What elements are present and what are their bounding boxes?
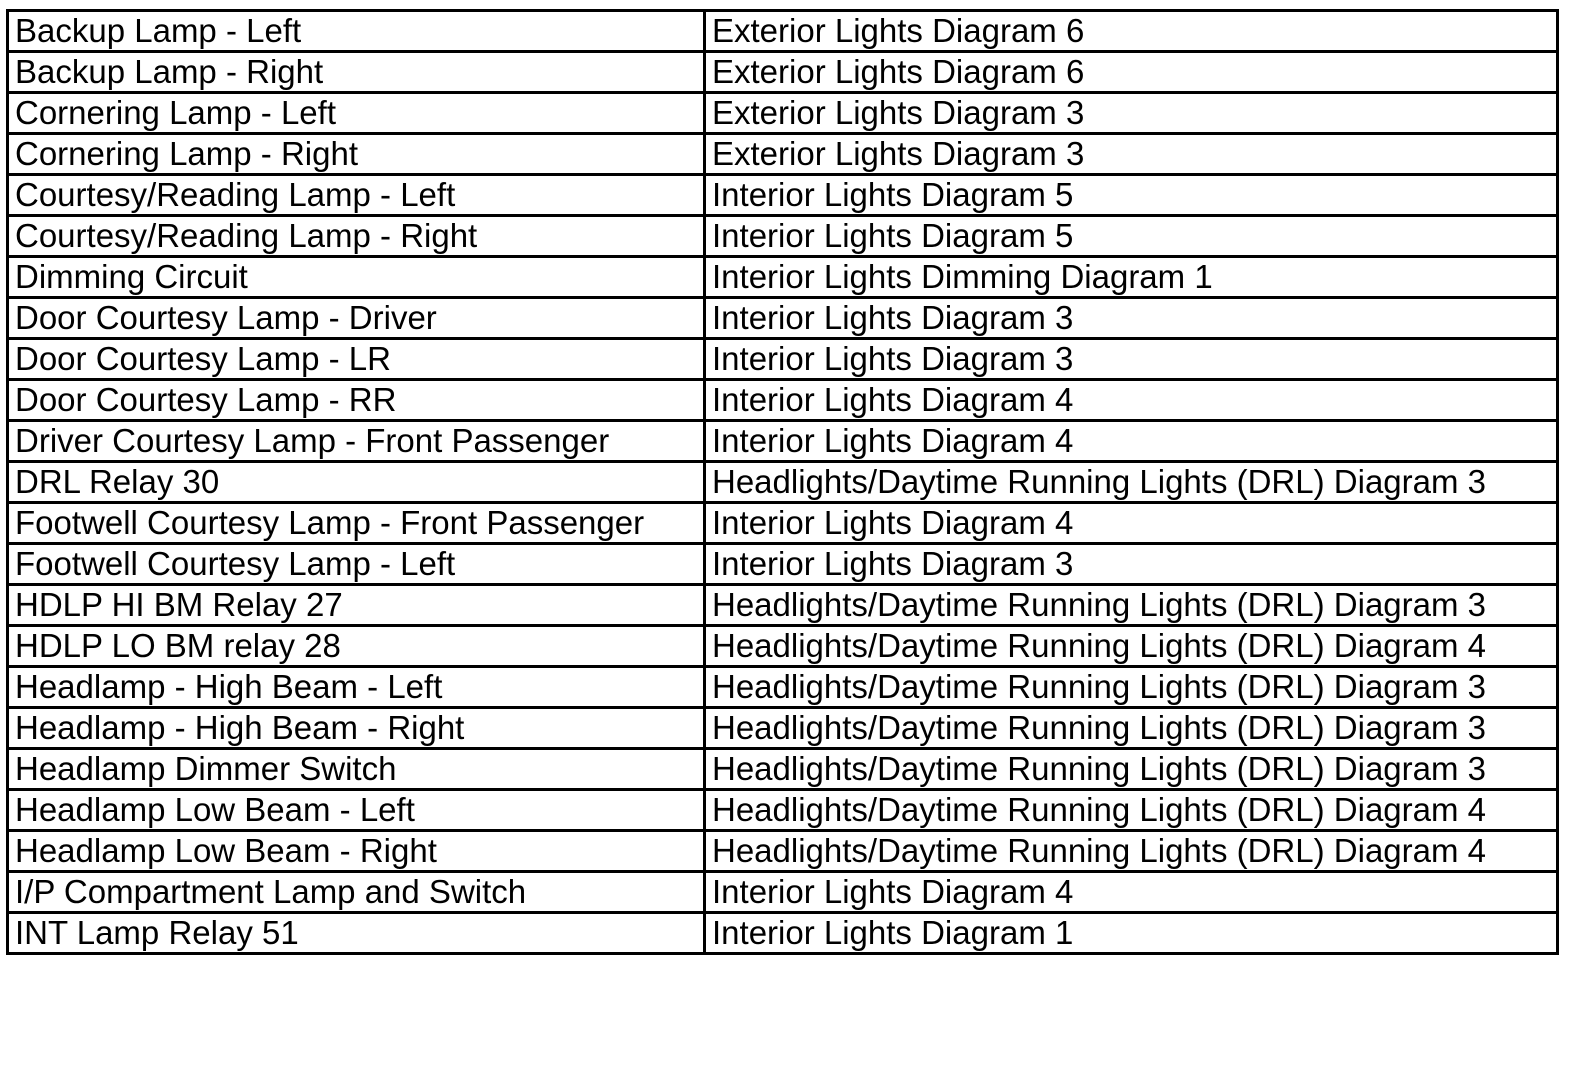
component-cell: Door Courtesy Lamp - Driver <box>8 298 705 339</box>
diagram-location-cell: Interior Lights Diagram 4 <box>705 872 1558 913</box>
diagram-location-cell: Interior Lights Diagram 4 <box>705 380 1558 421</box>
diagram-location-cell: Interior Lights Diagram 5 <box>705 216 1558 257</box>
diagram-location-cell: Headlights/Daytime Running Lights (DRL) Diagram 3 <box>705 585 1558 626</box>
component-location-table-wrapper <box>6 9 1559 955</box>
table-row <box>8 585 1558 626</box>
table-row <box>8 257 1558 298</box>
diagram-location-cell: Interior Lights Diagram 4 <box>705 503 1558 544</box>
component-cell: Backup Lamp - Right <box>8 52 705 93</box>
table-row <box>8 708 1558 749</box>
component-location-table <box>6 9 1559 955</box>
table-row <box>8 11 1558 52</box>
table-row <box>8 872 1558 913</box>
component-cell: Courtesy/Reading Lamp - Right <box>8 216 705 257</box>
component-cell: DRL Relay 30 <box>8 462 705 503</box>
diagram-location-cell: Interior Lights Diagram 4 <box>705 421 1558 462</box>
table-row <box>8 503 1558 544</box>
table-row <box>8 52 1558 93</box>
component-cell: Driver Courtesy Lamp - Front Passenger <box>8 421 705 462</box>
component-cell: Door Courtesy Lamp - RR <box>8 380 705 421</box>
diagram-location-cell: Exterior Lights Diagram 3 <box>705 134 1558 175</box>
table-body <box>8 11 1558 954</box>
component-cell: Footwell Courtesy Lamp - Front Passenger <box>8 503 705 544</box>
table-row <box>8 298 1558 339</box>
diagram-location-cell: Interior Lights Diagram 3 <box>705 298 1558 339</box>
table-row <box>8 216 1558 257</box>
diagram-location-cell: Interior Lights Diagram 1 <box>705 913 1558 954</box>
table-row <box>8 831 1558 872</box>
diagram-location-cell: Interior Lights Diagram 5 <box>705 175 1558 216</box>
diagram-location-cell: Headlights/Daytime Running Lights (DRL) Diagram 3 <box>705 708 1558 749</box>
table-row <box>8 93 1558 134</box>
component-cell: Footwell Courtesy Lamp - Left <box>8 544 705 585</box>
table-row <box>8 749 1558 790</box>
diagram-location-cell: Headlights/Daytime Running Lights (DRL) Diagram 4 <box>705 790 1558 831</box>
table-row <box>8 380 1558 421</box>
component-cell: INT Lamp Relay 51 <box>8 913 705 954</box>
diagram-location-cell: Headlights/Daytime Running Lights (DRL) Diagram 3 <box>705 667 1558 708</box>
diagram-location-cell: Headlights/Daytime Running Lights (DRL) Diagram 4 <box>705 626 1558 667</box>
diagram-location-cell: Interior Lights Diagram 3 <box>705 339 1558 380</box>
table-row <box>8 790 1558 831</box>
diagram-location-cell: Headlights/Daytime Running Lights (DRL) Diagram 3 <box>705 749 1558 790</box>
component-cell: Courtesy/Reading Lamp - Left <box>8 175 705 216</box>
component-cell: Headlamp - High Beam - Right <box>8 708 705 749</box>
component-cell: Headlamp Dimmer Switch <box>8 749 705 790</box>
component-cell: I/P Compartment Lamp and Switch <box>8 872 705 913</box>
diagram-location-cell: Exterior Lights Diagram 6 <box>705 52 1558 93</box>
diagram-location-cell: Headlights/Daytime Running Lights (DRL) Diagram 4 <box>705 831 1558 872</box>
diagram-location-cell: Exterior Lights Diagram 3 <box>705 93 1558 134</box>
table-row <box>8 339 1558 380</box>
component-cell: HDLP LO BM relay 28 <box>8 626 705 667</box>
table-row <box>8 462 1558 503</box>
diagram-location-cell: Headlights/Daytime Running Lights (DRL) Diagram 3 <box>705 462 1558 503</box>
table-row <box>8 175 1558 216</box>
table-row <box>8 667 1558 708</box>
table-row <box>8 134 1558 175</box>
table-row <box>8 544 1558 585</box>
component-cell: Headlamp Low Beam - Right <box>8 831 705 872</box>
component-cell: HDLP HI BM Relay 27 <box>8 585 705 626</box>
component-cell: Door Courtesy Lamp - LR <box>8 339 705 380</box>
diagram-location-cell: Interior Lights Dimming Diagram 1 <box>705 257 1558 298</box>
table-row <box>8 421 1558 462</box>
diagram-location-cell: Exterior Lights Diagram 6 <box>705 11 1558 52</box>
component-cell: Headlamp Low Beam - Left <box>8 790 705 831</box>
table-row <box>8 913 1558 954</box>
component-cell: Cornering Lamp - Right <box>8 134 705 175</box>
table-row <box>8 626 1558 667</box>
component-cell: Headlamp - High Beam - Left <box>8 667 705 708</box>
diagram-location-cell: Interior Lights Diagram 3 <box>705 544 1558 585</box>
component-cell: Cornering Lamp - Left <box>8 93 705 134</box>
component-cell: Dimming Circuit <box>8 257 705 298</box>
component-cell: Backup Lamp - Left <box>8 11 705 52</box>
